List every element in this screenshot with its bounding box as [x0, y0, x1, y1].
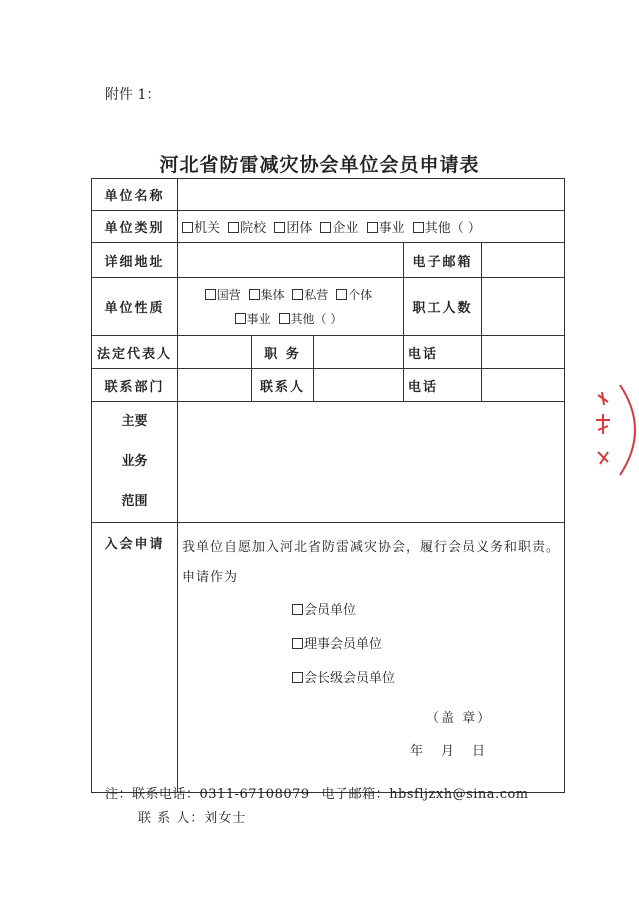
seal-label: （盖 章） — [426, 711, 493, 726]
checkbox-icon — [182, 222, 193, 233]
staff-count-label: 职工人数 — [404, 278, 482, 336]
member-option[interactable]: 会员单位 — [292, 599, 356, 618]
apply-label: 入会申请 — [92, 523, 178, 793]
contact-dept-label: 联系部门 — [92, 369, 178, 402]
stamp-mark — [596, 414, 610, 434]
nature-option[interactable]: 集体 — [249, 283, 285, 307]
checkbox-icon — [249, 289, 260, 300]
unit-nature-label: 单位性质 — [92, 278, 178, 336]
checkbox-icon — [367, 222, 378, 233]
checkbox-icon — [292, 604, 303, 615]
category-option[interactable]: 事业 — [367, 217, 405, 236]
nature-option[interactable]: 私营 — [292, 283, 328, 307]
president-member-option[interactable]: 会长级会员单位 — [292, 667, 395, 686]
position-field[interactable] — [314, 336, 404, 369]
email-label: 电子邮箱 — [404, 243, 482, 278]
phone2-label: 电话 — [404, 369, 482, 402]
stamp-edge — [620, 385, 635, 475]
checkbox-icon — [292, 289, 303, 300]
seal-stamp-icon — [590, 380, 639, 480]
page-title: 河北省防雷减灾协会单位会员申请表 — [159, 154, 480, 176]
address-field[interactable] — [178, 243, 404, 278]
apply-statement: 我单位自愿加入河北省防雷减灾协会，履行会员义务和职责。申请作为 — [182, 540, 561, 585]
category-option[interactable]: 其他（ ） — [413, 217, 481, 236]
nature-option[interactable]: 国营 — [205, 283, 241, 307]
footer-contact: 联 系 人：刘女士 — [138, 811, 247, 826]
phone2-field[interactable] — [482, 369, 565, 402]
category-option[interactable]: 企业 — [320, 217, 358, 236]
footer-phone: 0311-67108079 — [199, 787, 310, 802]
apply-section — [178, 523, 565, 793]
nature-option[interactable]: 事业 — [235, 307, 271, 331]
phone-label: 电话 — [404, 336, 482, 369]
checkbox-icon — [336, 289, 347, 300]
contact-dept-field[interactable] — [178, 369, 252, 402]
business-scope-field[interactable] — [178, 402, 565, 523]
unit-category-options — [178, 211, 565, 243]
checkbox-icon — [292, 638, 303, 649]
category-option[interactable]: 机关 — [182, 217, 220, 236]
director-member-option[interactable]: 理事会员单位 — [292, 633, 382, 652]
category-option[interactable]: 团体 — [274, 217, 312, 236]
unit-name-label: 单位名称 — [92, 179, 178, 211]
checkbox-icon — [205, 289, 216, 300]
checkbox-icon — [292, 672, 303, 683]
checkbox-icon — [413, 222, 424, 233]
stamp-mark — [598, 452, 608, 464]
position-label: 职 务 — [252, 336, 314, 369]
footer-email: hbsfljzxh@sina.com — [389, 787, 529, 802]
checkbox-icon — [228, 222, 239, 233]
category-option[interactable]: 院校 — [228, 217, 266, 236]
staff-count-field[interactable] — [482, 278, 565, 336]
unit-category-label: 单位类别 — [92, 211, 178, 243]
nature-option[interactable]: 个体 — [336, 283, 372, 307]
checkbox-icon — [274, 222, 285, 233]
application-form — [91, 178, 565, 793]
legal-rep-label: 法定代表人 — [92, 336, 178, 369]
stamp-mark — [598, 392, 608, 405]
checkbox-icon — [279, 313, 290, 324]
date-line: 年 月 日 — [410, 744, 486, 759]
address-label: 详细地址 — [92, 243, 178, 278]
phone-field[interactable] — [482, 336, 565, 369]
footer-note: 注：联系电话：0311-67108079 电子邮箱：hbsfljzxh@sina.com — [105, 787, 529, 802]
legal-rep-field[interactable] — [178, 336, 252, 369]
contact-person-label: 联系人 — [252, 369, 314, 402]
checkbox-icon — [320, 222, 331, 233]
contact-person-field[interactable] — [314, 369, 404, 402]
nature-option[interactable]: 其他（ ） — [279, 307, 343, 331]
checkbox-icon — [235, 313, 246, 324]
email-field[interactable] — [482, 243, 565, 278]
business-scope-label: 主要 业务 范围 — [92, 402, 178, 523]
unit-name-field[interactable] — [178, 179, 565, 211]
attachment-label: 附件 1： — [105, 87, 161, 103]
unit-nature-options — [178, 278, 404, 336]
